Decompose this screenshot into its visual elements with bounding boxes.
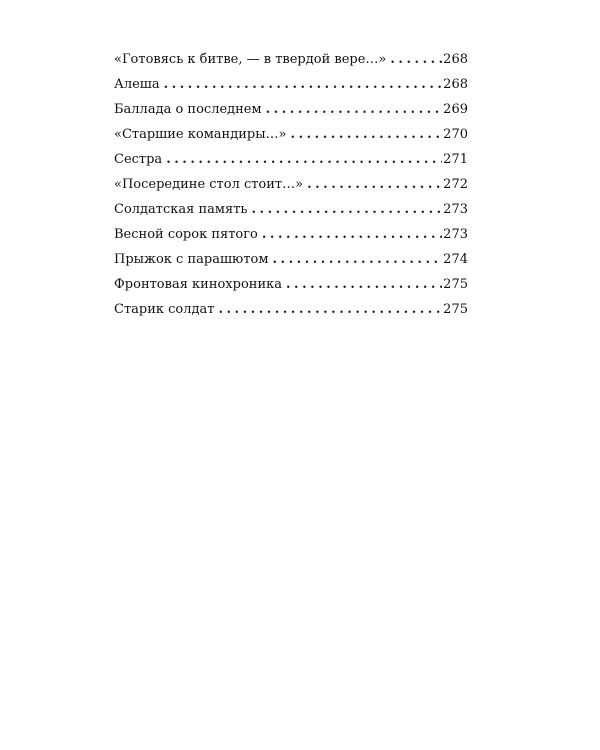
toc-entry [114, 277, 468, 302]
toc-entry-page-number: 270 [443, 127, 468, 142]
toc-entry [114, 152, 468, 177]
toc-entry [114, 52, 468, 77]
dot-leader [266, 102, 443, 117]
toc-entry-title: Весной сорок пятого [114, 227, 258, 242]
toc-entry-page-number: 268 [443, 52, 468, 67]
toc-entry-page-number: 273 [443, 202, 468, 217]
toc-entry [114, 202, 468, 227]
toc-entry-page-number: 275 [443, 277, 468, 292]
toc-entry-page-number: 273 [443, 227, 468, 242]
dot-leader [251, 202, 442, 217]
toc-entry-title: «Готовясь к битве, — в твердой вере…» [114, 52, 387, 67]
dot-leader [164, 77, 443, 92]
toc-entry-page-number: 271 [443, 152, 468, 167]
toc-entry-page-number: 275 [443, 302, 468, 317]
toc-entry [114, 302, 468, 327]
toc-entry-title: Солдатская память [114, 202, 248, 217]
dot-leader [218, 302, 442, 317]
toc-entry-title: «Посередине стол стоит…» [114, 177, 304, 192]
toc-entry [114, 177, 468, 202]
toc-entry [114, 227, 468, 252]
dot-leader [307, 177, 442, 192]
toc-entry [114, 127, 468, 152]
toc-entry [114, 77, 468, 102]
toc-entry-title: Алеша [114, 77, 160, 92]
toc-entry-page-number: 272 [443, 177, 468, 192]
table-of-contents [114, 52, 468, 327]
dot-leader [166, 152, 442, 167]
dot-leader [286, 277, 442, 292]
dot-leader [272, 252, 442, 267]
dot-leader [262, 227, 442, 242]
toc-entry-page-number: 274 [443, 252, 468, 267]
toc-entry-title: Баллада о последнем [114, 102, 262, 117]
dot-leader [291, 127, 443, 142]
toc-entry-title: Старик солдат [114, 302, 215, 317]
toc-entry [114, 102, 468, 127]
toc-entry-title: Фронтовая кинохроника [114, 277, 282, 292]
toc-entry-title: Сестра [114, 152, 163, 167]
toc-entry-title: Прыжок с парашютом [114, 252, 269, 267]
toc-entry-page-number: 269 [443, 102, 468, 117]
toc-entry-page-number: 268 [443, 77, 468, 92]
toc-entry [114, 252, 468, 277]
dot-leader [390, 52, 442, 67]
toc-entry-title: «Старшие командиры…» [114, 127, 287, 142]
